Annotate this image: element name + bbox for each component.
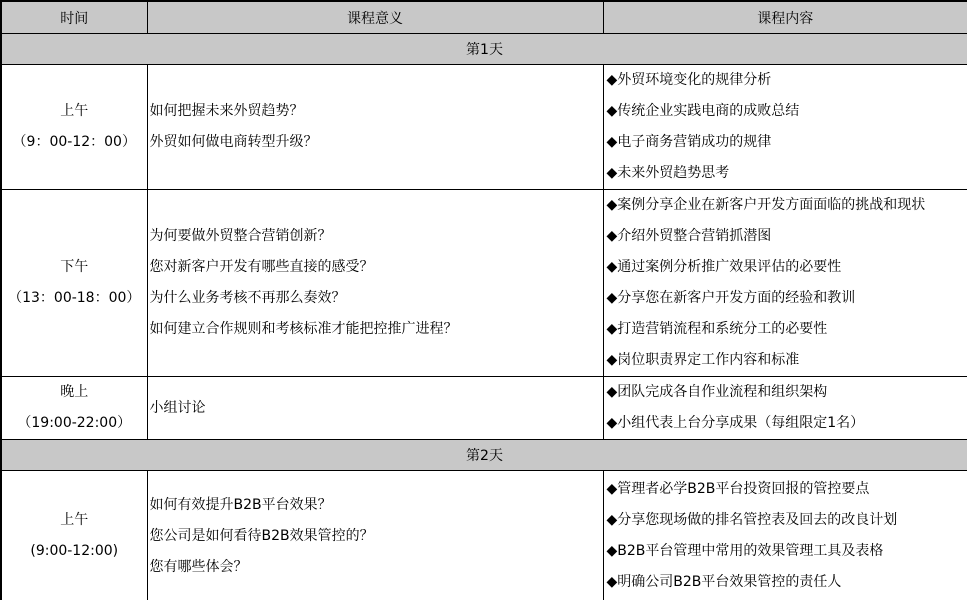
- content-cell: [603, 190, 967, 377]
- content-bullet-item: ◆通过案例分析推广效果评估的必要性: [606, 259, 842, 275]
- day1-section-label: 第1天: [1, 34, 967, 65]
- meaning-line: 为何要做外贸整合营销创新？: [149, 228, 332, 244]
- column-header-meaning: 课程意义: [147, 1, 603, 34]
- content-bullet-item: ◆案例分享企业在新客户开发方面面临的挑战和现状: [606, 197, 926, 213]
- time-cell: [1, 65, 147, 190]
- content-bullet-item: ◆传统企业实践电商的成败总结: [606, 103, 800, 119]
- content-bullet-item: ◆分享您在新客户开发方面的经验和教训: [606, 290, 856, 306]
- time-period: 上午: [60, 103, 89, 119]
- table-row-day1-afternoon: [1, 190, 967, 377]
- meaning-cell: [147, 190, 603, 377]
- column-header-time: 时间: [1, 1, 147, 34]
- time-cell: [1, 377, 147, 440]
- time-range: （19:00-22:00）: [17, 415, 132, 431]
- time-range: （9：00-12：00）: [12, 134, 136, 150]
- table-header-row: [1, 1, 967, 34]
- meaning-line: 您有哪些体会？: [149, 558, 248, 575]
- content-cell: [603, 471, 967, 600]
- time-period: 上午: [60, 512, 89, 529]
- day2-section-row: [1, 440, 967, 471]
- content-bullet-item: ◆外贸环境变化的规律分析: [606, 72, 772, 88]
- column-header-content: 课程内容: [603, 1, 967, 34]
- content-bullet-item: ◆打造营销流程和系统分工的必要性: [606, 321, 828, 337]
- time-period: 晚上: [60, 384, 89, 400]
- time-cell: [1, 471, 147, 600]
- meaning-line: 为什么业务考核不再那么奏效？: [149, 290, 346, 306]
- meaning-cell: [147, 377, 603, 440]
- meaning-line: 如何有效提升B2B平台效果？: [149, 496, 332, 513]
- content-bullet-item: ◆电子商务营销成功的规律: [606, 134, 772, 150]
- day2-section-label: 第2天: [1, 440, 967, 471]
- content-bullet-item: ◆分享您现场做的排名管控表及回去的改良计划: [606, 512, 898, 529]
- content-bullet-item: ◆介绍外贸整合营销抓潜图: [606, 228, 772, 244]
- day1-section-row: [1, 34, 967, 65]
- meaning-line: 如何把握未来外贸趋势？: [149, 103, 304, 119]
- meaning-line: 您对新客户开发有哪些直接的感受？: [149, 259, 374, 275]
- time-cell: [1, 190, 147, 377]
- content-bullet-item: ◆团队完成各自作业流程和组织架构: [606, 384, 828, 400]
- meaning-line: 小组讨论: [149, 399, 206, 416]
- meaning-line: 外贸如何做电商转型升级？: [149, 134, 318, 150]
- content-bullet-item: ◆明确公司B2B平台效果管控的责任人: [606, 574, 842, 591]
- time-period: 下午: [60, 259, 89, 275]
- meaning-line: 您公司是如何看待B2B效果管控的？: [149, 527, 374, 544]
- content-bullet-item: ◆未来外贸趋势思考: [606, 165, 730, 181]
- table-row-day2-morning: [1, 471, 967, 600]
- content-bullet-item: ◆小组代表上台分享成果（每组限定1名）: [606, 415, 865, 431]
- content-bullet-item: ◆岗位职责界定工作内容和标准: [606, 352, 800, 368]
- meaning-cell: [147, 65, 603, 190]
- meaning-cell: [147, 471, 603, 600]
- content-cell: [603, 65, 967, 190]
- table-row-day1-evening: [1, 377, 967, 440]
- meaning-line: 如何建立合作规则和考核标准才能把控推广进程？: [149, 321, 458, 337]
- content-cell: [603, 377, 967, 440]
- content-bullet-item: ◆管理者必学B2B平台投资回报的管控要点: [606, 481, 870, 498]
- time-range: （13：00-18：00）: [8, 290, 141, 306]
- time-range: (9:00-12:00): [30, 543, 119, 560]
- table-row-day1-morning: [1, 65, 967, 190]
- content-bullet-item: ◆B2B平台管理中常用的效果管理工具及表格: [606, 543, 884, 560]
